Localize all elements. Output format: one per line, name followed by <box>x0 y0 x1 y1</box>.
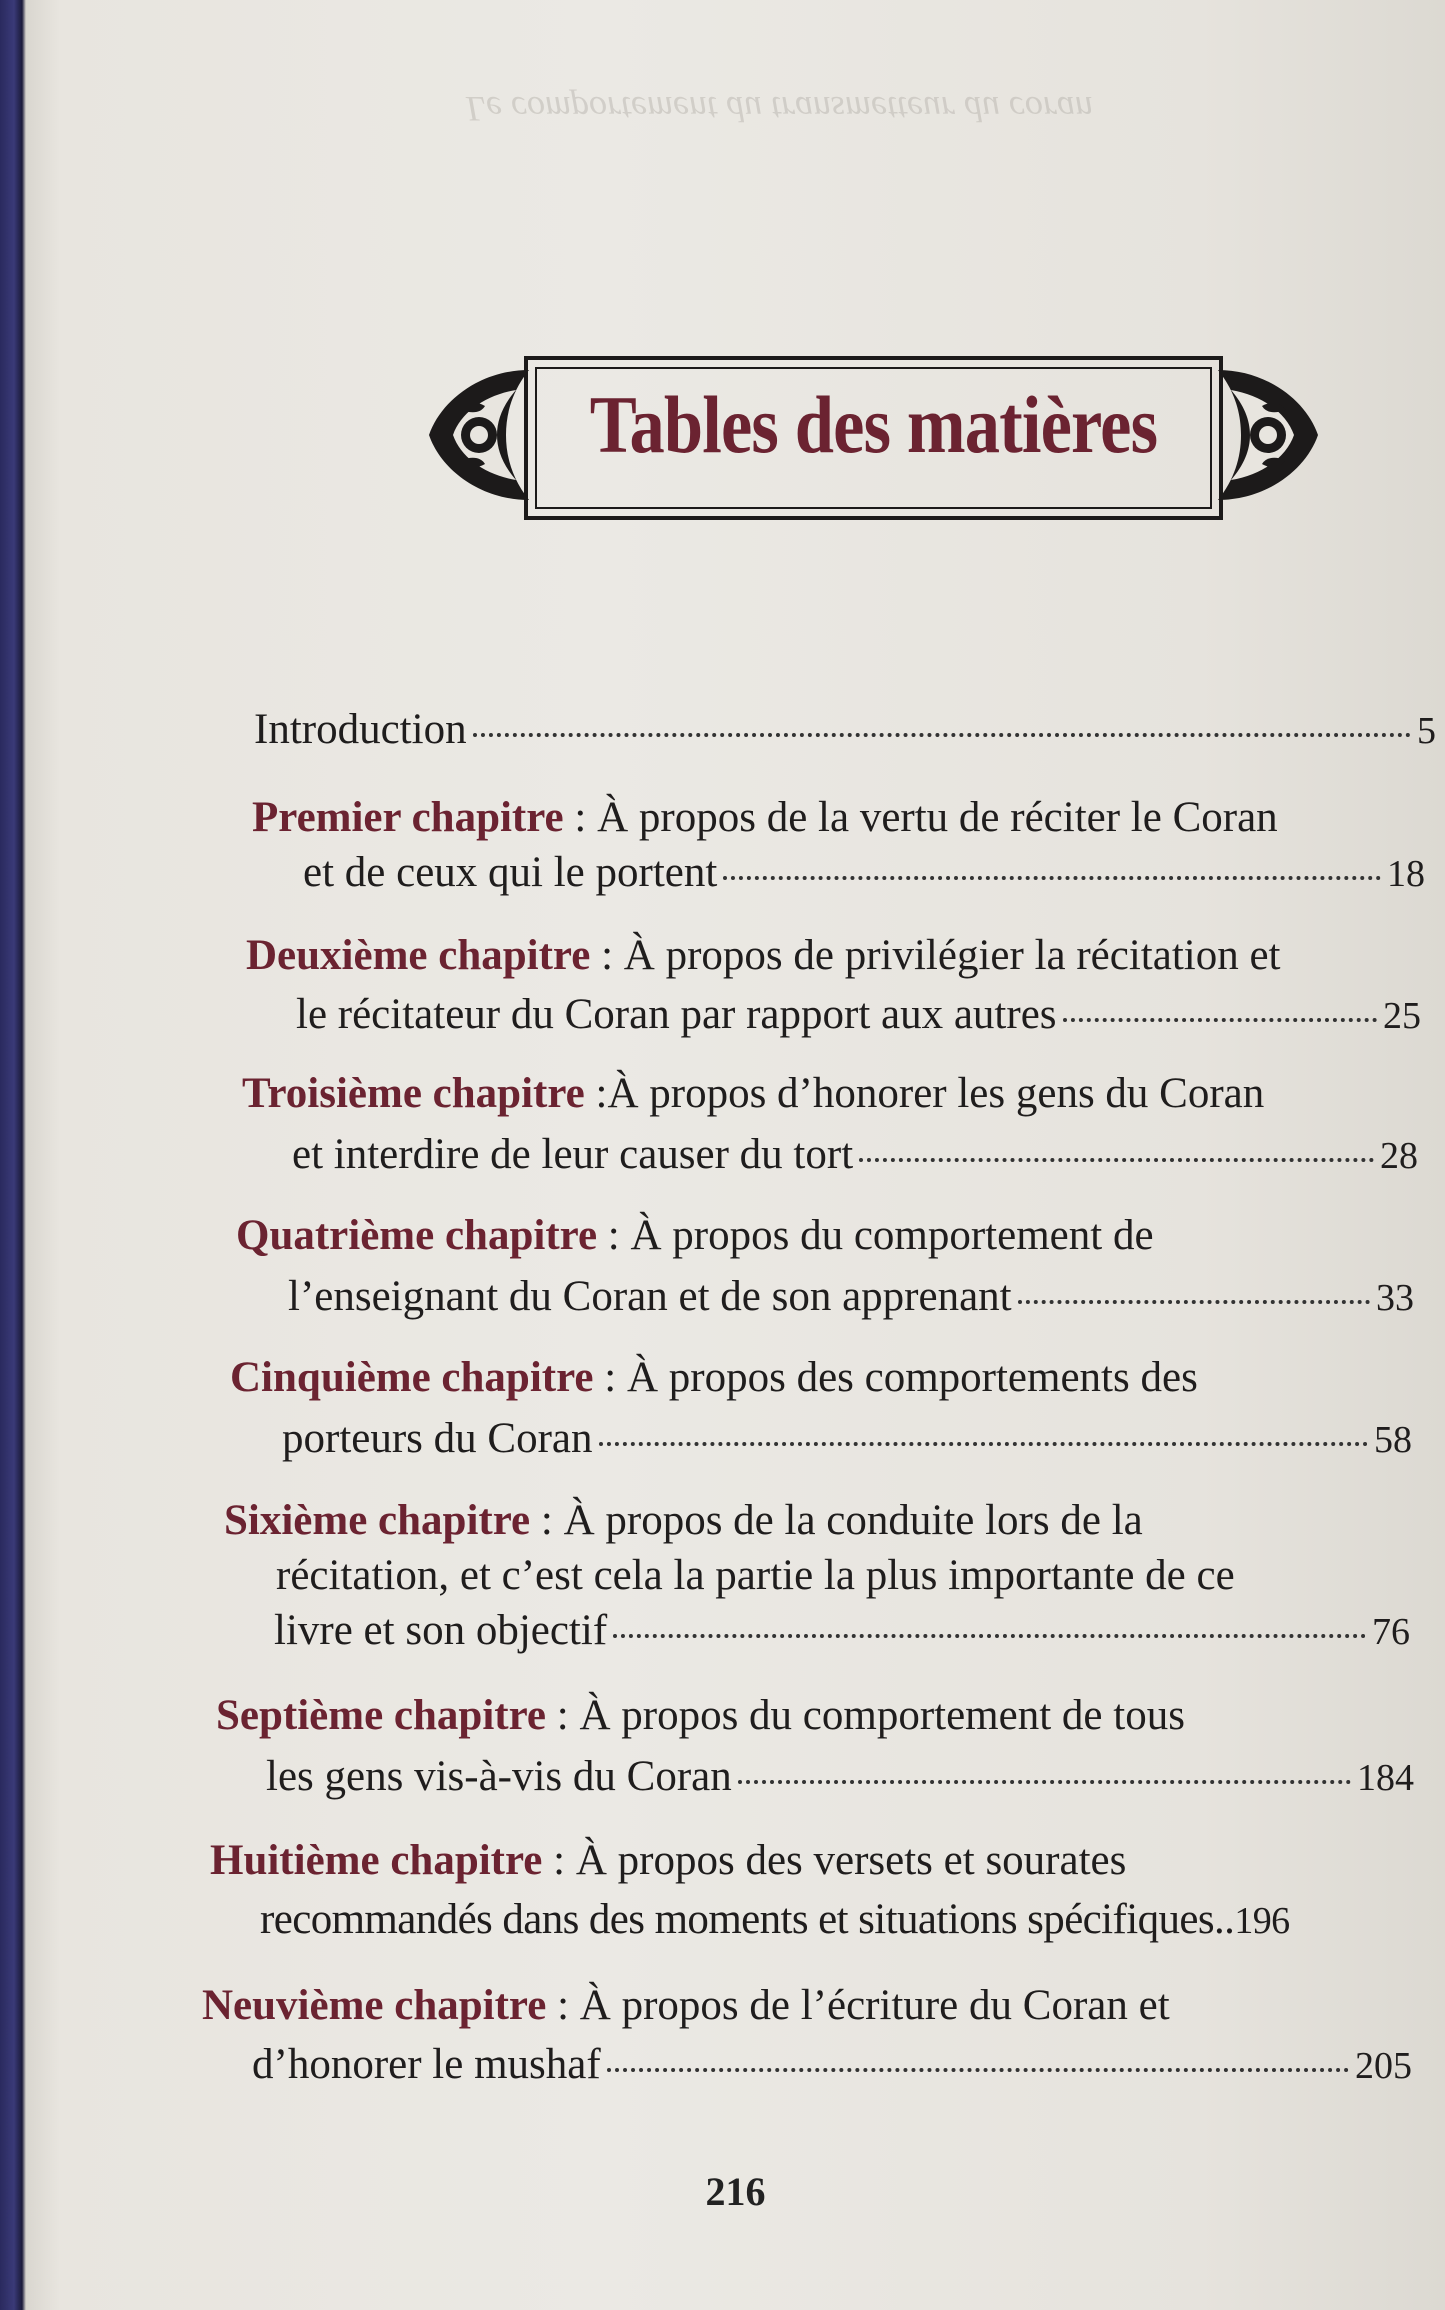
leader-dots <box>599 1442 1369 1446</box>
toc-entry-chapter-7 <box>216 1690 1185 1742</box>
entry-continuation: et de ceux qui le portent <box>303 849 718 896</box>
entry-continuation: le récitateur du Coran par rapport aux autres <box>296 991 1057 1038</box>
chapter-heading: Deuxième chapitre <box>246 932 591 979</box>
leader-dots <box>473 733 1411 737</box>
toc-entry-chapter-5-line2 <box>282 1414 1412 1463</box>
leader-dots <box>723 876 1381 880</box>
entry-page-number: 184 <box>1357 1757 1414 1799</box>
toc-entry-chapter-9-line2 <box>252 2040 1412 2089</box>
toc-entry-chapter-3-line2 <box>292 1130 1418 1179</box>
toc-entry-introduction <box>254 705 1436 754</box>
entry-continuation: recommandés dans des moments et situations spécifiques.. <box>260 1896 1235 1943</box>
leader-dots <box>1018 1300 1370 1304</box>
entry-page-number: 18 <box>1387 853 1425 895</box>
entry-page-number: 33 <box>1376 1277 1414 1319</box>
chapter-topic: : À propos de la conduite lors de la <box>530 1497 1143 1544</box>
entry-continuation: porteurs du Coran <box>282 1415 593 1462</box>
chapter-topic: :À propos d’honorer les gens du Coran <box>584 1070 1265 1117</box>
entry-continuation: l’enseignant du Coran et de son apprenant <box>288 1273 1012 1320</box>
toc-entry-chapter-2 <box>246 930 1281 982</box>
leader-dots <box>859 1158 1374 1162</box>
entry-title: Introduction <box>254 706 467 753</box>
toc-entry-chapter-8-line2 <box>260 1895 1420 1944</box>
entry-continuation: et interdire de leur causer du tort <box>292 1131 854 1178</box>
toc-entry-chapter-7-line2 <box>266 1752 1414 1801</box>
chapter-topic: : À propos des comportements des <box>593 1354 1198 1401</box>
title-cartouche <box>421 350 1326 520</box>
chapter-heading: Troisième chapitre <box>242 1070 585 1117</box>
entry-continuation: d’honorer le mushaf <box>252 2041 601 2088</box>
toc-entry-chapter-9 <box>202 1980 1170 2032</box>
toc-entry-chapter-1 <box>252 792 1278 844</box>
chapter-topic: : À propos de la vertu de réciter le Coran <box>563 794 1278 841</box>
toc-entry-chapter-4-line2 <box>288 1272 1414 1321</box>
chapter-topic: : À propos du comportement de tous <box>546 1692 1185 1739</box>
toc-entry-chapter-6-line2 <box>276 1550 1235 1602</box>
entry-continuation: livre et son objectif <box>274 1607 608 1654</box>
chapter-heading: Sixième chapitre <box>224 1497 531 1544</box>
toc-entry-chapter-4 <box>236 1210 1154 1262</box>
leader-dots <box>607 2068 1349 2072</box>
toc-entry-chapter-3 <box>242 1068 1264 1120</box>
chapter-heading: Huitième chapitre <box>210 1837 543 1884</box>
right-arabesque-icon <box>1218 370 1318 500</box>
toc-entry-chapter-6 <box>224 1495 1143 1547</box>
page-title: Tables des matières <box>589 379 1158 470</box>
toc-entry-chapter-2-line2 <box>296 990 1421 1039</box>
chapter-heading: Premier chapitre <box>252 794 564 841</box>
entry-page-number: 5 <box>1417 710 1436 752</box>
entry-page-number: 196 <box>1234 1900 1290 1942</box>
chapter-heading: Septième chapitre <box>216 1692 546 1739</box>
left-arabesque-icon <box>429 370 529 500</box>
book-page <box>26 0 1445 2310</box>
entry-page-number: 28 <box>1380 1135 1418 1177</box>
leader-dots <box>1063 1018 1377 1022</box>
running-head: Le comportement du transmetteur du coran <box>466 89 1093 129</box>
leader-dots <box>613 1634 1366 1638</box>
entry-page-number: 25 <box>1383 995 1421 1037</box>
toc-entry-chapter-8 <box>210 1835 1126 1887</box>
entry-page-number: 58 <box>1374 1419 1412 1461</box>
leader-dots <box>738 1780 1351 1784</box>
toc-entry-chapter-5 <box>230 1352 1198 1404</box>
chapter-heading: Neuvième chapitre <box>202 1982 547 2029</box>
toc-entry-chapter-1-line2 <box>303 848 1425 897</box>
entry-page-number: 76 <box>1372 1611 1410 1653</box>
entry-page-number: 205 <box>1355 2045 1412 2087</box>
chapter-heading: Cinquième chapitre <box>230 1354 594 1401</box>
chapter-topic: : À propos de l’écriture du Coran et <box>546 1982 1170 2029</box>
chapter-topic: : À propos de privilégier la récitation et <box>590 932 1281 979</box>
page-number: 216 <box>705 2169 766 2214</box>
entry-continuation: les gens vis-à-vis du Coran <box>266 1753 732 1800</box>
chapter-topic: : À propos des versets et sourates <box>542 1837 1127 1884</box>
toc-entry-chapter-6-line3 <box>274 1606 1410 1655</box>
entry-continuation: récitation, et c’est cela la partie la plus importante de ce <box>276 1552 1235 1599</box>
chapter-heading: Quatrième chapitre <box>236 1212 598 1259</box>
chapter-topic: : À propos du comportement de <box>597 1212 1154 1259</box>
